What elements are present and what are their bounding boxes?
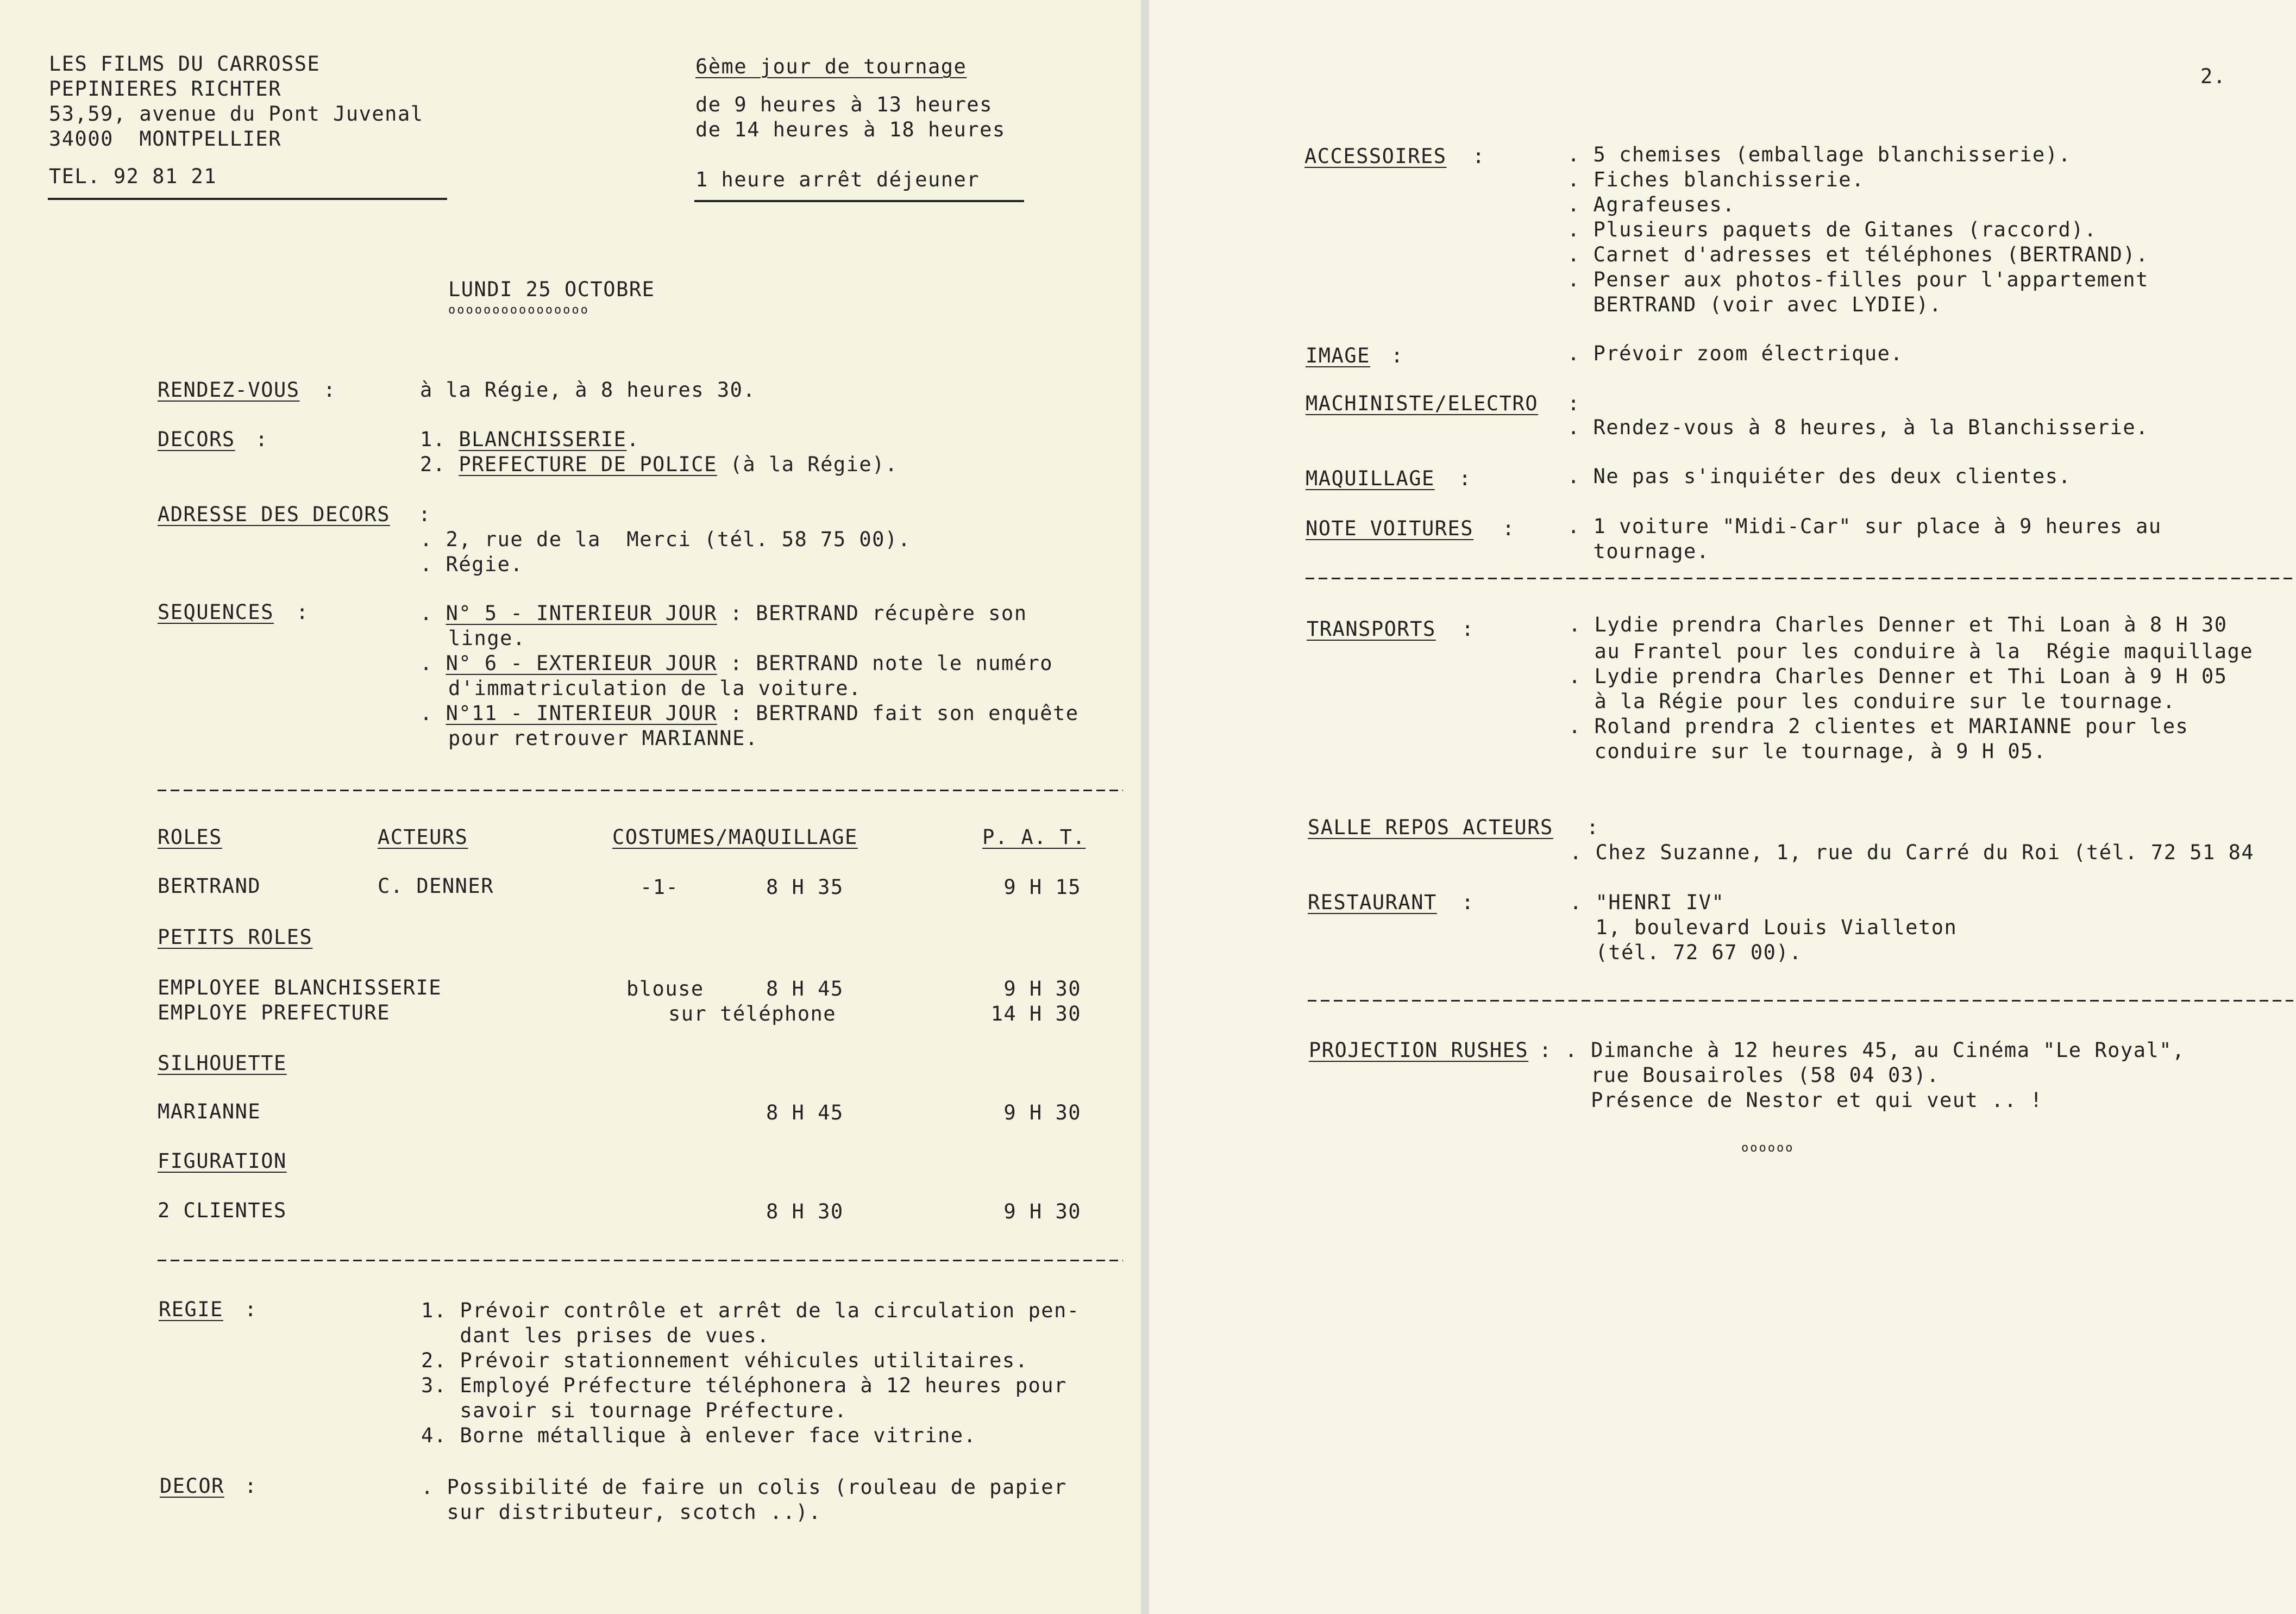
restaurant-line-3: (tél. 72 67 00). [1570,941,1802,964]
accessoire-3: . Agrafeuses. [1567,193,1736,216]
transports-line-1: . Lydie prendra Charles Denner et Thi Loan à 8 H 30 [1569,613,2228,636]
restaurant-line-1: . "HENRI IV" [1570,891,1725,914]
salle-label: SALLE REPOS ACTEURS [1308,816,1553,839]
end-mark: oooooo [1741,1141,1795,1155]
maquillage-label: MAQUILLAGE [1306,467,1435,490]
company-line-1: LES FILMS DU CARROSSE [49,52,321,76]
accessoire-4: . Plusieurs paquets de Gitanes (raccord). [1567,218,2097,241]
role-employee-blanchisserie: EMPLOYEE BLANCHISSERIE [158,976,442,999]
sequence-1-cont: linge. [448,627,526,650]
page-number: 2. [2200,65,2226,88]
hours-line-1: de 9 heures à 13 heures [695,93,993,116]
image-value: . Prévoir zoom électrique. [1567,342,1904,365]
costume-bertrand: -1- [640,875,679,899]
restaurant-line-2: 1, boulevard Louis Vialleton [1570,916,1958,939]
role-clientes: 2 CLIENTES [158,1199,287,1222]
costume-telephone: sur téléphone [668,1002,837,1025]
sequence-2-cont: d'immatriculation de la voiture. [448,677,862,700]
rdv-label: RENDEZ-VOUS [158,378,300,402]
decors-label: DECORS [158,428,235,451]
decor-item-1: 1. BLANCHISSERIE. [420,428,640,451]
sequence-2: . N° 6 - EXTERIEUR JOUR : BERTRAND note le numéro [420,652,1053,675]
actor-denner: C. DENNER [378,874,494,898]
accessoire-2: . Fiches blanchisserie. [1567,168,1865,191]
projection-line-2: rue Bousairoles (58 04 03). [1539,1064,1940,1087]
header-rule-right [694,200,1024,202]
regie-line-2: dant les prises de vues. [421,1324,770,1347]
rdv-value: à la Régie, à 8 heures 30. [420,378,756,402]
pat-clientes: 9 H 30 [1003,1200,1081,1223]
adresse-2: . Régie. [420,553,524,576]
pat-bertrand: 9 H 15 [1003,875,1081,899]
regie-label: REGIE [159,1298,223,1321]
dashed-divider-2 [158,1260,1123,1261]
decor-line-1: . Possibilité de faire un colis (rouleau de papier [421,1475,1067,1499]
shoot-day: 6ème jour de tournage [695,55,967,78]
silhouette-label: SILHOUETTE [158,1052,287,1075]
shoot-date: LUNDI 25 OCTOBRE [448,278,655,301]
sequence-1: . N° 5 - INTERIEUR JOUR : BERTRAND récupère son [420,602,1027,625]
voitures-line-2: tournage. [1567,540,1710,563]
transports-line-4: à la Régie pour les conduire sur le tournage. [1569,690,2176,713]
lunch-break: 1 heure arrêt déjeuner [695,168,980,191]
transports-label: TRANSPORTS [1307,617,1436,641]
transports-line-6: conduire sur le tournage, à 9 H 05. [1569,740,2047,763]
role-marianne: MARIANNE [158,1100,261,1123]
company-tel: TEL. 92 81 21 [49,165,217,188]
costume-blouse: blouse [626,977,704,1000]
time-bertrand: 8 H 35 [766,875,844,899]
header-acteurs: ACTEURS [378,825,468,849]
adresse-label: ADRESSE DES DECORS [158,503,390,526]
sequence-3-cont: pour retrouver MARIANNE. [448,727,758,750]
salle-value: . Chez Suzanne, 1, rue du Carré du Roi (tél. 72 51 84 [1570,841,2255,864]
sequences-label: SEQUENCES [158,600,274,624]
time-marianne: 8 H 45 [766,1101,844,1124]
machiniste-value: . Rendez-vous à 8 heures, à la Blanchisserie. [1567,416,2149,439]
projection-label: PROJECTION RUSHES [1309,1039,1529,1062]
transports-line-2: au Frantel pour les conduire à la Régie maquillage [1569,640,2254,663]
accessoire-7: BERTRAND (voir avec LYDIE). [1567,293,1942,316]
header-costumes: COSTUMES/MAQUILLAGE [612,825,858,849]
pat-employee: 9 H 30 [1003,977,1081,1000]
time-clientes: 8 H 30 [766,1200,844,1223]
projection-line-3: Présence de Nestor et qui veut .. ! [1539,1088,2043,1112]
regie-line-3: 2. Prévoir stationnement véhicules utilitaires. [421,1349,1028,1372]
time-employee: 8 H 45 [766,977,844,1000]
company-line-3: 53,59, avenue du Pont Juvenal [49,102,424,126]
accessoire-5: . Carnet d'adresses et téléphones (BERTRAND). [1567,243,2149,266]
regie-line-5: savoir si tournage Préfecture. [421,1399,848,1422]
accessoire-6: . Penser aux photos-filles pour l'appartement [1567,268,2149,291]
header-pat: P. A. T. [982,825,1086,849]
adresse-1: . 2, rue de la Merci (tél. 58 75 00). [420,528,911,551]
figuration-label: FIGURATION [158,1149,287,1173]
hours-line-2: de 14 heures à 18 heures [695,118,1006,141]
image-label: IMAGE [1306,344,1370,367]
role-employe-prefecture: EMPLOYE PREFECTURE [158,1001,390,1024]
machiniste-label: MACHINISTE/ELECTRO [1306,392,1538,415]
pat-marianne: 9 H 30 [1003,1101,1081,1124]
regie-line-4: 3. Employé Préfecture téléphonera à 12 heures pour [421,1374,1067,1397]
decor-line-2: sur distributeur, scotch ..). [421,1500,822,1524]
role-bertrand: BERTRAND [158,874,261,898]
accessoire-1: . 5 chemises (emballage blanchisserie). [1567,143,2072,166]
regie-line-6: 4. Borne métallique à enlever face vitrine. [421,1424,977,1447]
dashed-divider-1 [158,790,1123,791]
voitures-label: NOTE VOITURES [1306,517,1474,540]
dashed-divider-4 [1308,1000,2293,1002]
sequence-3: . N°11 - INTERIEUR JOUR : BERTRAND fait son enquête [420,702,1079,725]
regie-line-1: 1. Prévoir contrôle et arrêt de la circulation pen- [421,1299,1080,1322]
decor-item-2: 2. PREFECTURE DE POLICE (à la Régie). [420,453,898,476]
company-line-4: 34000 MONTPELLIER [49,127,281,151]
call-sheet-page-2: 2. ACCESSOIRES : . 5 chemises (emballage blanchisserie). . Fiches blanchisserie. . Agrafeuses. . Plusieurs paquets de Gitanes (raccord). . Carnet d'adresses et téléphones (BERTRAND). . Penser aux photos-filles pour l'appartement BERTRAND (voir avec LYDIE). IMAGE : . Prévoir zoom électrique. MACHINISTE/ELECTRO : . Rendez-vous à 8 heures, à la Blanchisserie. MAQUILLAGE : . Ne pas s'inquiéter des deux clientes. NOTE VOITURES : . 1 voiture "Midi-Car" sur place à 9 heures au tournage. TRANSPORTS : . Lydie prendra Charles Denner et Thi Loan à 8 H 30 au Frantel pour les conduire à la Régie maquillage . Lydie prendra Charles Denner et Thi Loan à 9 H 05 à la Régie pour les conduire sur le tournage. . Roland prendra 2 clientes et MARIANNE pour les conduire sur le tournage, à 9 H 05. SALLE REPOS ACTEURS : . Chez Suzanne, 1, rue du Carré du Roi (tél. 72 51 84 RESTAURANT : . "HENRI IV" 1, boulevard Louis Vialleton (tél. 72 67 00). PROJECTION RUSHES : . Dimanche à 12 heures 45, au Cinéma "Le Royal", rue Bousairoles (58 04 03). Présence de Nestor et qui veut .. ! oooooo [1149,0,2296,1614]
dashed-divider-3 [1306,578,2296,579]
maquillage-value: . Ne pas s'inquiéter des deux clientes. [1567,465,2072,488]
date-underline: oooooooooooooooo [448,303,589,317]
voitures-line-1: . 1 voiture "Midi-Car" sur place à 9 heures au [1567,515,2162,538]
decor-label: DECOR [160,1474,224,1498]
header-roles: ROLES [158,825,222,849]
pat-employe-prefecture: 14 H 30 [990,1002,1081,1025]
restaurant-label: RESTAURANT [1308,891,1437,914]
call-sheet-page-1: LES FILMS DU CARROSSE PEPINIERES RICHTER 53,59, avenue du Pont Juvenal 34000 MONTPELLIER TEL. 92 81 21 6ème jour de tournage de 9 heures à 13 heures de 14 heures à 18 heures 1 heure arrêt déjeuner LUNDI 25 OCTOBRE oooooooooooooooo RENDEZ-VOUS : à la Régie, à 8 heures 30. DECORS : 1. BLANCHISSERIE. 2. PREFECTURE DE POLICE (à la Régie). ADRESSE DES DECORS : . 2, rue de la Merci (tél. 58 75 00). . Régie. SEQUENCES : . N° 5 - INTERIEUR JOUR : BERTRAND récupère son linge. . N° 6 - EXTERIEUR JOUR : BERTRAND note le numéro d'immatriculation de la voiture. . N°11 - INTERIEUR JOUR : BERTRAND fait son enquête pour retrouver MARIANNE. ROLES ACTEURS COSTUMES/MAQUILLAGE P. A. T. BERTRAND C. DENNER -1- 8 H 35 9 H 15 PETITS ROLES EMPLOYEE BLANCHISSERIE blouse 8 H 45 9 H 30 EMPLOYE PREFECTURE sur téléphone 14 H 30 SILHOUETTE MARIANNE 8 H 45 9 H 30 FIGURATION 2 CLIENTES 8 H 30 9 H 30 REGIE : 1. Prévoir contrôle et arrêt de la circulation pen- dant les prises de vues. 2. Prévoir stationnement véhicules utilitaires. 3. Employé Préfecture téléphonera à 12 heures pour savoir si tournage Préfecture. 4. Borne métallique à enlever face vitrine. DECOR : . Possibilité de faire un colis (rouleau de papier sur distributeur, scotch ..). [0,0,1141,1614]
company-line-2: PEPINIERES RICHTER [49,77,281,101]
petits-roles-label: PETITS ROLES [158,925,313,949]
accessoires-label: ACCESSOIRES [1304,145,1447,168]
transports-line-5: . Roland prendra 2 clientes et MARIANNE pour les [1569,715,2189,738]
transports-line-3: . Lydie prendra Charles Denner et Thi Loan à 9 H 05 [1569,665,2228,688]
projection-line-1: : . Dimanche à 12 heures 45, au Cinéma "Le Royal", [1539,1039,2185,1062]
header-rule-left [48,198,447,200]
